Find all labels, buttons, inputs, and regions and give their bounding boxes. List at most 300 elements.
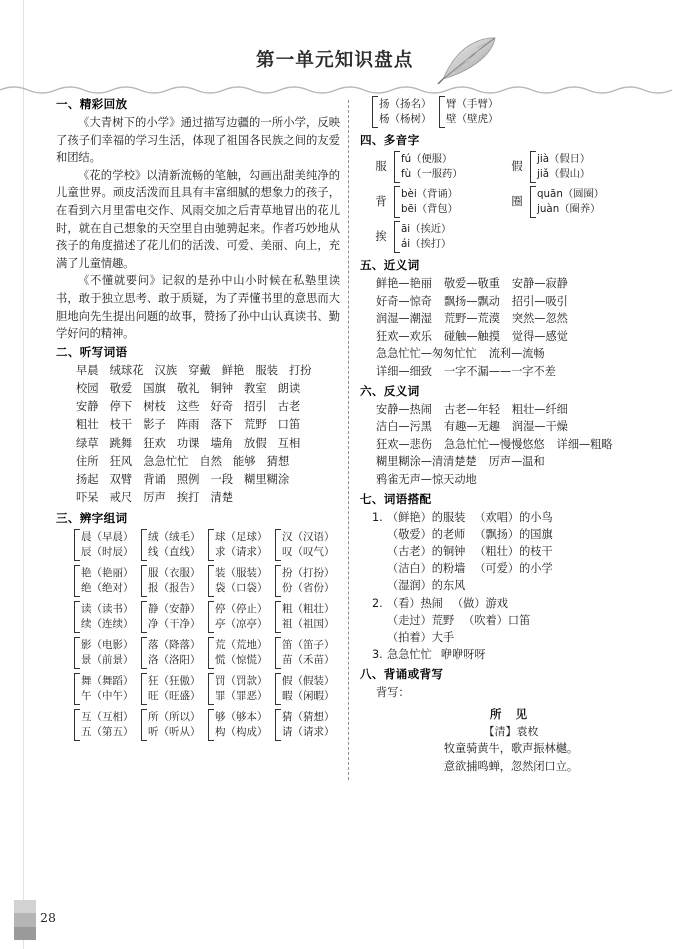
section-heading-1: 一、精彩回放 bbox=[56, 97, 128, 111]
bracket-icon bbox=[439, 96, 445, 128]
character-pair-lines bbox=[215, 602, 268, 632]
character-pair-top: 装（服装） bbox=[215, 567, 268, 580]
character-pair bbox=[275, 601, 342, 633]
dictation-word: 住所 bbox=[76, 454, 99, 468]
synonym-pair: 流利—流畅 bbox=[488, 347, 545, 361]
dictation-word: 铜钟 bbox=[210, 381, 234, 395]
collocation-list bbox=[372, 509, 646, 664]
character-pair-bottom: 五（第五） bbox=[81, 726, 134, 739]
character-pair-top: 粗（粗壮） bbox=[282, 603, 335, 616]
character-pair-top: 罚（罚款） bbox=[215, 675, 268, 688]
character-pair bbox=[141, 529, 208, 561]
collocation-row bbox=[387, 560, 562, 577]
collocation-body bbox=[387, 509, 562, 595]
polyphonic-readings bbox=[401, 152, 463, 183]
character-pair-top: 扮（打扮） bbox=[282, 567, 335, 580]
polyphonic-readings bbox=[401, 187, 458, 218]
page-footer bbox=[0, 900, 673, 940]
character-pair-row bbox=[74, 673, 340, 705]
character-pair-lines bbox=[215, 566, 268, 596]
antonym-row bbox=[376, 453, 646, 471]
character-pair bbox=[208, 529, 275, 561]
character-pair bbox=[74, 637, 141, 669]
character-pair-lines bbox=[148, 710, 201, 740]
character-pair bbox=[74, 529, 141, 561]
character-pair-bottom: 求（请求） bbox=[215, 546, 268, 559]
character-pair-bottom: 报（报告） bbox=[148, 582, 201, 595]
collocation-phrase: （鲜艳）的服装 bbox=[387, 510, 466, 524]
feather-quill-icon bbox=[437, 34, 503, 84]
collocation-phrase: （洁白）的粉墙 bbox=[387, 562, 466, 576]
dictation-word: 树枝 bbox=[143, 400, 166, 414]
footer-gradient-bars bbox=[14, 900, 36, 940]
section-heading-8: 八、背诵或背写 bbox=[360, 667, 444, 682]
character-pair-top: 停（停止） bbox=[215, 603, 268, 616]
collocation-number: 3. bbox=[372, 648, 383, 662]
character-pair-bottom: 景（前景） bbox=[81, 654, 134, 667]
character-pair-bottom: 壁（壁虎） bbox=[446, 113, 499, 125]
collocation-body bbox=[387, 595, 539, 647]
character-pair-lines bbox=[446, 97, 499, 127]
poem-line: 意欲捕鸣蝉，忽然闭口立。 bbox=[443, 759, 579, 773]
synonym-pair: 敬爱—敬重 bbox=[443, 277, 500, 290]
collocation-row bbox=[387, 629, 539, 646]
polyphonic-readings bbox=[537, 187, 604, 218]
bracket-icon bbox=[141, 565, 147, 597]
bracket-icon bbox=[208, 637, 214, 669]
collocation-phrase: 急急忙忙 bbox=[387, 648, 432, 662]
polyphonic-reading-bottom: ái（挨打） bbox=[401, 238, 452, 250]
character-pair-lines bbox=[148, 602, 201, 632]
character-pair-top: 汉（汉语） bbox=[282, 531, 335, 544]
polyphonic-row bbox=[368, 221, 646, 253]
dictation-word: 安静 bbox=[76, 400, 99, 414]
character-pair-lines bbox=[148, 638, 201, 668]
collocation-row bbox=[387, 595, 539, 612]
dictation-word: 狂欢 bbox=[143, 436, 166, 450]
dictation-word: 招引 bbox=[244, 400, 267, 414]
antonym-pair: 鸦雀无声—惊天动地 bbox=[376, 472, 477, 486]
character-pair bbox=[208, 709, 275, 741]
polyphonic-readings bbox=[401, 222, 451, 253]
dictation-word: 敬爱 bbox=[109, 381, 133, 395]
collocation-item bbox=[372, 595, 646, 647]
character-pair bbox=[208, 637, 275, 669]
dictation-word: 汉族 bbox=[154, 363, 178, 377]
collocation-row bbox=[387, 612, 539, 629]
collocation-item bbox=[372, 509, 646, 595]
character-pair-top: 晨（早晨） bbox=[81, 531, 134, 544]
collocation-number: 2. bbox=[372, 596, 383, 610]
synonym-row bbox=[376, 345, 646, 363]
dictation-word-row bbox=[76, 380, 340, 398]
character-pair-top: 读（读书） bbox=[81, 603, 134, 616]
bracket-icon bbox=[208, 529, 214, 561]
dictation-word-row bbox=[76, 416, 340, 434]
dictation-word-row bbox=[76, 471, 340, 489]
antonym-pair: 安静—热闹 bbox=[376, 402, 432, 416]
dictation-word-row bbox=[76, 435, 340, 453]
character-pair-bottom: 净（干净） bbox=[148, 618, 201, 631]
character-pair-top: 落（降落） bbox=[148, 639, 201, 652]
character-pair-bottom: 绝（绝对） bbox=[81, 582, 134, 595]
dictation-word: 阵雨 bbox=[176, 418, 200, 432]
bracket-icon bbox=[208, 673, 214, 705]
character-pair-lines bbox=[81, 638, 134, 668]
antonym-pair: 狂欢—悲伤 bbox=[376, 437, 432, 451]
polyphonic-row bbox=[368, 186, 646, 218]
character-pair-bottom: 辰（时辰） bbox=[81, 546, 134, 559]
collocation-row bbox=[387, 577, 562, 594]
polyphonic-row bbox=[368, 151, 646, 183]
polyphonic-readings bbox=[537, 152, 590, 183]
collocation-phrase: （古老）的铜钟 bbox=[387, 544, 466, 558]
collocation-body bbox=[387, 646, 495, 663]
collocation-phrase: （敬爱）的老师 bbox=[387, 527, 466, 541]
dictation-word: 急急忙忙 bbox=[143, 454, 189, 468]
bracket-icon bbox=[74, 601, 80, 633]
character-pair-bottom: 份（省份） bbox=[282, 582, 335, 595]
synonym-pair: 鲜艳—艳丽 bbox=[376, 277, 432, 290]
character-pair-grid-continued bbox=[372, 96, 646, 128]
antonym-pair: 详细—粗略 bbox=[556, 437, 613, 451]
character-pair bbox=[208, 565, 275, 597]
synonym-pair: 急急忙忙—匆匆忙忙 bbox=[376, 347, 477, 361]
character-pair-top: 所（所以） bbox=[148, 711, 201, 724]
character-pair-bottom: 旺（旺盛） bbox=[148, 690, 201, 703]
character-pair bbox=[208, 673, 275, 705]
character-pair-bottom: 续（连续） bbox=[81, 618, 134, 631]
synonym-pair: 招引—吸引 bbox=[511, 294, 568, 308]
character-pair-top: 笛（笛子） bbox=[282, 639, 335, 652]
bracket-icon bbox=[275, 673, 281, 705]
polyphonic-entry bbox=[368, 186, 504, 218]
character-pair-bottom: 听（听从） bbox=[148, 726, 201, 739]
antonym-pair: 糊里糊涂—清清楚楚 bbox=[376, 455, 477, 469]
bracket-icon bbox=[372, 96, 378, 128]
character-pair-top: 猜（猜想） bbox=[282, 711, 335, 724]
dictation-word: 糊里糊涂 bbox=[244, 472, 290, 486]
collocation-item bbox=[372, 646, 646, 663]
dictation-word: 双臂 bbox=[109, 472, 133, 486]
polyphonic-entry bbox=[368, 221, 504, 253]
character-pair-lines bbox=[81, 530, 134, 560]
dictation-word: 朗读 bbox=[277, 381, 301, 395]
character-pair-lines bbox=[282, 710, 335, 740]
poem-author: 【清】袁枚 bbox=[483, 724, 539, 738]
bracket-icon bbox=[141, 673, 147, 705]
bracket-icon bbox=[74, 709, 80, 741]
character-pair bbox=[74, 601, 141, 633]
left-column bbox=[56, 96, 340, 741]
character-pair-row bbox=[74, 601, 340, 633]
dictation-word: 穿戴 bbox=[188, 363, 211, 377]
page-number: 28 bbox=[40, 910, 56, 925]
character-pair-bottom: 暇（闲暇） bbox=[282, 690, 335, 703]
dictation-word: 墙角 bbox=[210, 436, 234, 450]
character-pair-top: 假（假装） bbox=[282, 675, 335, 688]
character-pair-top: 狂（狂傲） bbox=[148, 675, 201, 688]
dictation-word: 一段 bbox=[210, 472, 234, 486]
collocation-row bbox=[387, 646, 495, 663]
character-pair-lines bbox=[81, 566, 134, 596]
polyphonic-reading-top: fú（便服） bbox=[401, 152, 453, 165]
collocation-phrase: （拍着）大手 bbox=[387, 630, 455, 644]
character-pair-lines bbox=[81, 710, 134, 740]
character-pair-lines bbox=[282, 638, 335, 668]
synonym-row bbox=[376, 363, 646, 381]
page-title: 第一单元知识盘点 bbox=[256, 50, 414, 71]
character-pair bbox=[275, 529, 342, 561]
character-pair-top: 服（衣服） bbox=[148, 567, 201, 580]
character-pair bbox=[141, 601, 208, 633]
page-binding-line bbox=[23, 0, 24, 949]
dictation-word: 好奇 bbox=[210, 400, 234, 414]
character-pair-bottom: 线（直线） bbox=[148, 546, 201, 559]
dictation-word: 挨打 bbox=[176, 491, 200, 505]
dictation-word: 厉声 bbox=[143, 491, 166, 505]
character-pair-lines bbox=[282, 602, 335, 632]
polyphonic-entry bbox=[368, 151, 504, 183]
character-pair-top: 影（电影） bbox=[81, 639, 134, 652]
character-pair bbox=[141, 565, 208, 597]
bracket-icon bbox=[275, 709, 281, 741]
section-1-paragraph: 《花的学校》以清新流畅的笔触，勾画出甜美纯净的儿童世界。顽皮活泼而且具有丰富细腻的想象力的孩子，在看到六月里雷电交作、风雨交加之后青草地冒出的花儿时，就在自己想象的天空里自由驰骋起来。作者巧妙地从孩子的角度描述了花儿们的活泼、可爱、美丽、向上，充满了儿童情趣。 bbox=[56, 168, 340, 270]
character-pair bbox=[372, 96, 439, 128]
synonym-pair: 碰触—触摸 bbox=[443, 329, 500, 343]
antonym-list bbox=[376, 401, 646, 489]
section-heading-2: 二、听写词语 bbox=[56, 344, 128, 359]
dictation-word: 服装 bbox=[255, 363, 278, 377]
polyphonic-character-grid bbox=[368, 151, 646, 253]
character-pair-lines bbox=[148, 566, 201, 596]
character-pair-lines bbox=[215, 710, 268, 740]
character-pair-bottom: 慌（惊慌） bbox=[215, 654, 268, 667]
synonym-list bbox=[376, 275, 646, 381]
poem-line: 牧童骑黄牛，歌声振林樾。 bbox=[443, 742, 579, 756]
recitation-block bbox=[376, 684, 646, 775]
bracket-icon bbox=[275, 529, 281, 561]
synonym-pair: 荒野—荒漠 bbox=[443, 312, 500, 326]
dictation-word: 鲜艳 bbox=[221, 363, 245, 377]
polyphonic-entry bbox=[504, 186, 640, 218]
character-pair-row bbox=[372, 96, 646, 128]
antonym-row bbox=[376, 436, 646, 454]
bracket-icon bbox=[208, 601, 214, 633]
synonym-row bbox=[376, 293, 646, 311]
polyphonic-character: 背 bbox=[375, 195, 387, 209]
dictation-word: 枝干 bbox=[109, 418, 133, 432]
bracket-icon bbox=[74, 637, 80, 669]
character-pair bbox=[74, 565, 141, 597]
character-pair-bottom: 叹（叹气） bbox=[282, 546, 335, 559]
character-pair-bottom: 午（中午） bbox=[81, 690, 134, 703]
character-pair bbox=[74, 709, 141, 741]
polyphonic-reading-bottom: jiǎ（假山） bbox=[537, 168, 591, 180]
synonym-row bbox=[376, 275, 646, 293]
polyphonic-reading-bottom: bēi（背包） bbox=[401, 203, 458, 215]
antonym-pair: 有趣—无趣 bbox=[443, 420, 500, 434]
dictation-word-row bbox=[76, 398, 340, 416]
bracket-icon bbox=[208, 709, 214, 741]
character-pair-row bbox=[74, 565, 340, 597]
bracket-icon bbox=[275, 601, 281, 633]
dictation-word: 照例 bbox=[176, 472, 200, 486]
dictation-word: 绿草 bbox=[76, 436, 99, 450]
synonym-pair: 觉得—感觉 bbox=[511, 329, 568, 343]
character-pair bbox=[275, 709, 342, 741]
collocation-row bbox=[387, 509, 562, 526]
recitation-label: 背写： bbox=[376, 686, 410, 700]
dictation-word: 打扮 bbox=[288, 363, 312, 377]
bracket-icon bbox=[74, 529, 80, 561]
character-pair-top: 荒（荒地） bbox=[215, 639, 268, 652]
synonym-pair: 详细—细致 bbox=[376, 364, 432, 378]
character-pair bbox=[439, 96, 506, 128]
character-pair-top: 绒（绒毛） bbox=[148, 531, 201, 544]
section-heading-4: 四、多音字 bbox=[360, 133, 420, 147]
dictation-word-row bbox=[76, 489, 340, 507]
character-pair bbox=[208, 601, 275, 633]
section-heading-6: 六、反义词 bbox=[360, 383, 420, 398]
column-divider bbox=[348, 100, 349, 780]
character-pair-row bbox=[74, 529, 340, 561]
character-pair bbox=[141, 673, 208, 705]
dictation-word: 功课 bbox=[176, 436, 200, 450]
antonym-pair: 厉声—温和 bbox=[488, 455, 545, 469]
collocation-row bbox=[387, 526, 562, 543]
polyphonic-reading-bottom: fù（一服药） bbox=[401, 168, 463, 180]
character-pair-bottom: 请（请求） bbox=[282, 726, 335, 739]
section-heading-7: 七、词语搭配 bbox=[360, 491, 432, 506]
section-1-paragraph: 《大青树下的小学》通过描写边疆的一所小学，反映了孩子们幸福的学习生活，体现了祖国各民族之间的友爱和团结。 bbox=[56, 116, 340, 165]
dictation-word: 校园 bbox=[76, 381, 99, 395]
bracket-icon bbox=[394, 186, 400, 218]
poem-title: 所 见 bbox=[489, 706, 533, 721]
character-pair-bottom: 袋（口袋） bbox=[215, 582, 268, 595]
dictation-word: 荒野 bbox=[244, 418, 267, 432]
character-pair-row bbox=[74, 637, 340, 669]
bracket-icon bbox=[530, 151, 536, 183]
bracket-icon bbox=[208, 565, 214, 597]
synonym-pair: 安静—寂静 bbox=[511, 277, 568, 290]
synonym-pair: 飘扬—飘动 bbox=[443, 294, 500, 308]
collocation-number: 1. bbox=[372, 510, 383, 524]
collocation-phrase: （粗壮）的枝干 bbox=[474, 544, 553, 558]
header-wave-decoration bbox=[0, 84, 673, 96]
right-column bbox=[360, 96, 646, 775]
character-pair-bottom: 罪（罪恶） bbox=[215, 690, 268, 703]
character-pair-lines bbox=[148, 674, 201, 704]
dictation-word: 吓呆 bbox=[76, 491, 99, 505]
polyphonic-reading-top: quān（圆圈） bbox=[537, 187, 605, 200]
character-pair-lines bbox=[215, 674, 268, 704]
dictation-word-row bbox=[76, 453, 340, 471]
dictation-word: 能够 bbox=[233, 454, 256, 468]
polyphonic-character: 圈 bbox=[511, 195, 523, 209]
section-heading-5: 五、近义词 bbox=[360, 258, 420, 272]
character-pair-lines bbox=[81, 674, 134, 704]
poem bbox=[376, 705, 646, 776]
dictation-word: 猜想 bbox=[266, 454, 290, 468]
character-pair bbox=[141, 709, 208, 741]
polyphonic-entry bbox=[504, 151, 640, 183]
synonym-pair: 狂欢—欢乐 bbox=[376, 329, 432, 343]
dictation-word: 戒尺 bbox=[109, 491, 133, 505]
bracket-icon bbox=[275, 637, 281, 669]
collocation-row bbox=[387, 543, 562, 560]
dictation-word: 清楚 bbox=[210, 491, 234, 505]
polyphonic-character: 挨 bbox=[375, 230, 387, 244]
character-pair-top: 球（足球） bbox=[215, 531, 268, 544]
character-pair bbox=[74, 673, 141, 705]
bracket-icon bbox=[141, 637, 147, 669]
synonym-row bbox=[376, 310, 646, 328]
dictation-word: 古老 bbox=[277, 400, 301, 414]
antonym-pair: 润湿—干燥 bbox=[511, 420, 568, 434]
character-pair-bottom: 祖（祖国） bbox=[282, 618, 335, 631]
bracket-icon bbox=[141, 601, 147, 633]
bracket-icon bbox=[275, 565, 281, 597]
polyphonic-reading-top: bèi（背诵） bbox=[401, 187, 458, 200]
polyphonic-reading-bottom: juàn（圈养） bbox=[537, 203, 601, 215]
character-pair-lines bbox=[282, 530, 335, 560]
collocation-phrase: （做）游戏 bbox=[451, 596, 508, 610]
character-pair-grid bbox=[74, 529, 340, 741]
character-pair-bottom: 洛（洛阳） bbox=[148, 654, 201, 667]
collocation-phrase: （吹着）口笛 bbox=[463, 613, 531, 627]
character-pair-top: 够（够本） bbox=[215, 711, 268, 724]
dictation-word: 口笛 bbox=[277, 418, 301, 432]
dictation-word: 放假 bbox=[244, 436, 267, 450]
antonym-pair: 粗壮—纤细 bbox=[511, 402, 568, 416]
dictation-word-list bbox=[76, 362, 340, 508]
section-1-paragraph: 《不懂就要问》记叙的是孙中山小时候在私塾里读书，敢于独立思考、敢于质疑，为了弄懂书里的意思而大胆地向先生提出问题的故事，赞扬了孙中山认真读书、勤学好问的精神。 bbox=[56, 274, 340, 341]
dictation-word: 狂风 bbox=[109, 454, 133, 468]
bracket-icon bbox=[74, 673, 80, 705]
character-pair-lines bbox=[215, 638, 268, 668]
character-pair-top: 艳（艳丽） bbox=[81, 567, 134, 580]
character-pair-top: 静（安静） bbox=[148, 603, 201, 616]
character-pair-top: 舞（舞蹈） bbox=[81, 675, 134, 688]
dictation-word: 互相 bbox=[277, 436, 301, 450]
dictation-word: 影子 bbox=[143, 418, 166, 432]
character-pair-lines bbox=[148, 530, 201, 560]
character-pair-lines bbox=[282, 674, 335, 704]
character-pair bbox=[275, 565, 342, 597]
antonym-pair: 急急忙忙—慢慢悠悠 bbox=[443, 437, 545, 451]
character-pair-bottom: 亭（凉亭） bbox=[215, 618, 268, 631]
polyphonic-reading-top: āi（挨近） bbox=[401, 222, 452, 235]
page-header bbox=[0, 38, 673, 96]
dictation-word: 落下 bbox=[210, 418, 234, 432]
polyphonic-reading-top: jià（假日） bbox=[537, 152, 591, 165]
antonym-row bbox=[376, 401, 646, 419]
antonym-pair: 古老—年轻 bbox=[443, 402, 500, 416]
collocation-phrase: （欢唱）的小鸟 bbox=[474, 510, 553, 524]
antonym-row bbox=[376, 471, 646, 489]
dictation-word: 背诵 bbox=[143, 472, 166, 486]
character-pair-lines bbox=[81, 602, 134, 632]
dictation-word: 敬礼 bbox=[176, 381, 200, 395]
collocation-phrase: （湿润）的东风 bbox=[387, 579, 466, 593]
collocation-phrase: （走过）荒野 bbox=[387, 613, 455, 627]
synonym-pair: 润湿—潮湿 bbox=[376, 312, 432, 326]
character-pair-top: 互（互相） bbox=[81, 711, 134, 724]
dictation-word: 跳舞 bbox=[109, 436, 133, 450]
dictation-word: 停下 bbox=[109, 400, 133, 414]
character-pair-row bbox=[74, 709, 340, 741]
